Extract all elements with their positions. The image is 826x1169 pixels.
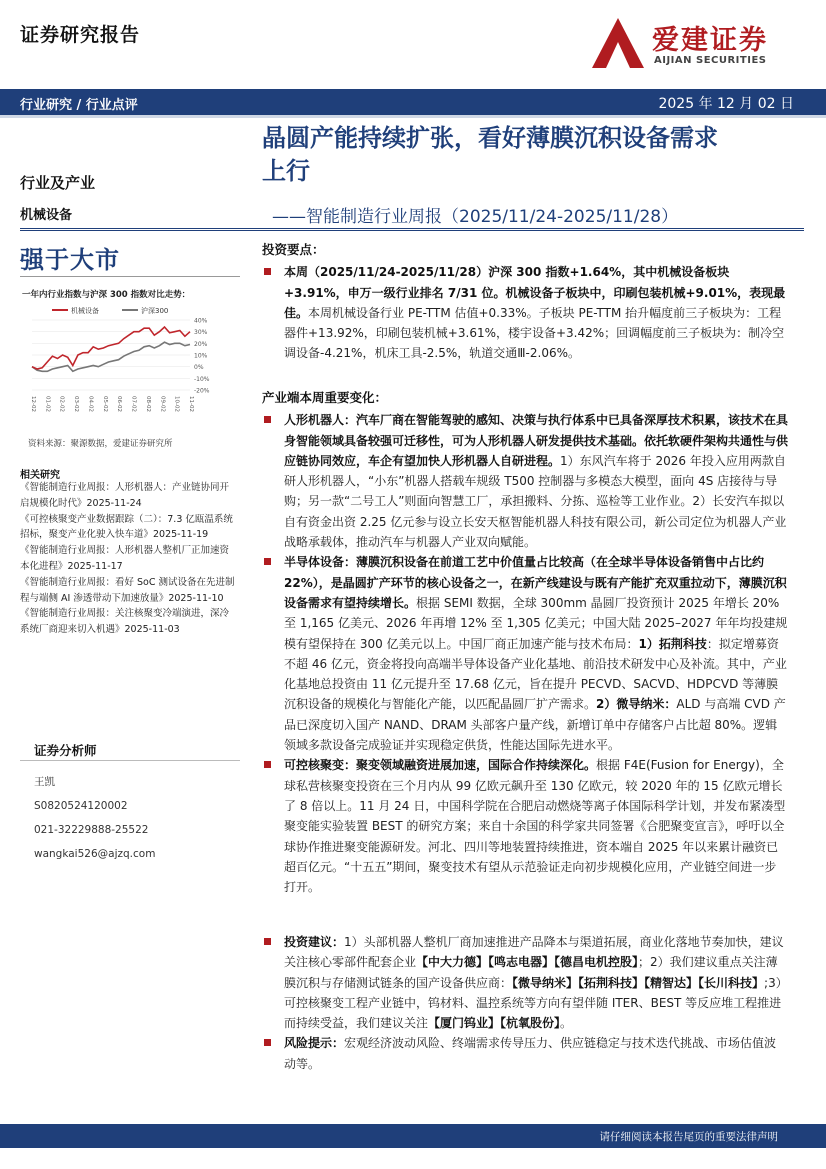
point-risk-warning [262, 1033, 788, 1074]
chart-title: 一年内行业指数与沪深 300 指数对比走势： [22, 290, 191, 300]
point-bold-text: 半导体设备：薄膜沉积设备在前道工艺中价值量占比较高（在全球半导体设备销售中占比约 22%），是晶圆扩产环节的核心设备之一，在新产线建设与既有产能扩充双重拉动下，薄膜沉积设备需求有望持续增长。 [284, 555, 787, 610]
y-tick-label: -20% [194, 387, 210, 395]
logo-text-en: AIJIAN SECURITIES [654, 55, 767, 66]
chart-grid [32, 320, 190, 390]
divider [20, 760, 240, 761]
chart-source: 资料来源：聚源数据，爱建证券研究所 [28, 439, 173, 449]
report-title [262, 122, 802, 188]
point-text: 宏观经济波动风险、终端需求传导压力、供应链稳定与技术迭代挑战、市场估值波动等。 [284, 1036, 777, 1071]
point-semiconductor [262, 552, 788, 755]
x-tick-label: 02-02 [58, 396, 65, 412]
report-title-line2: 上行 [262, 157, 310, 185]
company-logo [590, 16, 810, 74]
point-bold-text: 1）拓荆科技 [638, 636, 707, 651]
bullet-icon [264, 761, 271, 768]
point-bold-text: 本周（2025/11/24-2025/11/28）沪深 300 指数+1.64%，其中机械设备板块+3.91%，申万一级行业排名 7/31 位。机械设备子板块中，印刷包装机械+9.01%，表现最佳。 [284, 265, 786, 320]
point-bold-text: 风险提示： [284, 1036, 345, 1051]
related-research-item[interactable]: 《智能制造行业周报：看好 SoC 测试设备在先进制程与端侧 AI 渗透带动下加速放量》2025-11-10 [20, 576, 235, 604]
bullet-icon [264, 1039, 271, 1046]
y-tick-label: 0% [194, 364, 204, 372]
x-tick-label: 12-02 [30, 396, 36, 412]
y-tick-label: 10% [194, 352, 208, 360]
investment-points [262, 240, 788, 364]
point-bold-text: 人形机器人：汽车厂商在智能驾驶的感知、决策与执行体系中已具备深厚技术积累，该技术在具身智能领域具备较强可迁移性，可为人形机器人研发提供技术基础。依托软硬件架构共通性与供应链协同效应，车企有望加快人形机器人自研进程。 [284, 413, 789, 468]
x-tick-label: 11-02 [188, 396, 194, 412]
chart-y-ticks [194, 318, 210, 395]
analyst-info [34, 770, 155, 866]
recommendations [262, 932, 788, 1074]
related-research-list [20, 480, 235, 638]
point-weekly-market [262, 262, 788, 363]
point-bold-text: 可控核聚变：聚变领域融资进展加速，国际合作持续深化。 [284, 758, 597, 773]
industry-changes [262, 388, 788, 897]
report-date: 2025 年 12 月 02 日 [658, 96, 794, 112]
section-label: 行业研究 / 行业点评 [20, 98, 138, 113]
point-bold-text: 投资建议： [284, 935, 345, 949]
chart-legend [52, 306, 168, 315]
bullet-icon [264, 416, 271, 423]
footer-disclaimer-link[interactable]: 请仔细阅读本报告尾页的重要法律声明 [599, 1131, 778, 1143]
report-title-line1: 晶圆产能持续扩张，看好薄膜沉积设备需求 [262, 124, 718, 152]
report-subtitle: ——智能制造行业周报（2025/11/24-2025/11/28） [272, 207, 679, 227]
point-bold-text: 2）微导纳米： [596, 697, 677, 712]
bullet-icon [264, 268, 271, 275]
bullet-icon [264, 558, 271, 565]
chart-x-ticks [30, 396, 194, 412]
point-text: ;3）可控核聚变工程产业链中，钨材料、温控系统等方向有望伴随 ITER、BEST 等反应堆工程推进而持续受益，我们建议关注 [284, 975, 788, 1031]
point-text: 本周机械设备行业 PE-TTM 估值+0.33%。子板块 PE-TTM 抬升幅度前三子板块为：工程器件+13.92%，印刷包装机械+3.61%，楼宇设备+3.42%；回调幅度前三子板块为：制冷空调设备-4.21%，机床工具-2.5%，轨道交通Ⅲ-2.06%。 [284, 305, 785, 361]
logo-text-cn: 爱建证券 [652, 25, 768, 56]
related-research-item[interactable]: 《智能制造行业周报：人形机器人：产业链协同开启规模化时代》2025-11-24 [20, 482, 230, 509]
point-text: ALD 与高端 CVD 产品已深度切入国产 NAND、DRAM 头部客户量产线，新增订单中存储客户占比超 80%。逻辑领域多款设备完成验证并实现稳定供货，性能达国际先进水平。 [284, 697, 786, 753]
point-text: 1）东风汽车将于 2026 年投入应用两款自研人形机器人，“小东”机器人搭载车规级 T500 控制器与多模态大模型，面向 4S 店接待与导购；另一款“二号工人”则面向智慧工厂，承担搬料、分拣、巡检等工业作业。2）长安汽车拟以自有资金出资 2.25 亿元参与设立长安天枢智能机器人科技有限公司，新公司定位为机器人产业战略承载体，推动汽车与机器人产业双向赋能。 [284, 453, 787, 550]
legend-label-hs300: 沪深300 [141, 307, 169, 315]
point-nuclear-fusion [262, 755, 788, 897]
series-line-machinery [32, 327, 190, 369]
bullet-icon [264, 938, 271, 945]
point-humanoid-robot [262, 410, 788, 552]
rating-label: 强于大市 [20, 246, 120, 274]
divider [20, 276, 240, 277]
point-investment-advice [262, 932, 788, 1033]
industry-subcategory: 机械设备 [20, 208, 73, 223]
y-tick-label: 40% [194, 317, 208, 325]
x-tick-label: 03-02 [73, 396, 80, 412]
related-research-item[interactable]: 《可控核聚变产业数据跟踪（二）：7.3 亿瓯温系统招标，聚变产业化驶入快车道》2025-11-19 [20, 513, 233, 541]
point-text: 根据 F4E(Fusion for Energy)，全球私营核聚变投资在三个月内从 99 亿欧元飙升至 130 亿欧元，较 2020 年的 15 亿欧元增长了 8 倍以上。11 月 24 日，中国科学院在合肥启动燃烧等离子体国际科学计划，并发布紧凑型聚变能实验装置 BEST 的研究方案；来自十余国的科学家共同签署《合肥聚变宣言》，呼吁以全球协作推进聚变能源研发。河北、四川等地装置持续推进，资本端自 2025 年以来累计融资已超百亿元。“十五五”期间，聚变技术有望从示范验证走向初步规模化应用，产业链空间进一步打开。 [284, 758, 786, 895]
x-tick-label: 04-02 [87, 396, 94, 412]
x-tick-label: 08-02 [144, 396, 151, 412]
report-type-label: 证券研究报告 [20, 24, 141, 46]
analyst-heading: 证券分析师 [34, 743, 97, 758]
changes-heading: 产业端本周重要变化： [262, 390, 388, 405]
analyst-certificate: S0820524120002 [34, 800, 128, 812]
legend-label-machinery: 机械设备 [71, 307, 99, 315]
performance-chart [22, 300, 232, 420]
point-text: 。 [560, 1016, 573, 1031]
related-research-heading: 相关研究 [20, 470, 60, 481]
y-tick-label: 30% [194, 329, 208, 337]
logo-mark-icon [590, 16, 646, 70]
point-text: ：拟定增募资不超 46 亿元，资金将投向高端半导体设备产业化基地、前沿技术研发中心及补流。其中，产业化基地总投资由 11 亿元提升至 17.68 亿元，旨在提升 PECVD、SACVD、HDPCVD 等薄膜沉积设备的规模化与智能化产能，以匹配晶圆厂扩产需求。 [284, 636, 787, 712]
divider [20, 228, 804, 229]
x-tick-label: 05-02 [101, 396, 108, 412]
x-tick-label: 06-02 [116, 396, 123, 412]
point-bold-text: 【微导纳米】【拓荆科技】【精智达】【长川科技】 [512, 975, 765, 990]
points-heading: 投资要点： [262, 242, 325, 257]
x-tick-label: 07-02 [130, 396, 137, 412]
y-tick-label: 20% [194, 340, 208, 348]
related-research-item[interactable]: 《智能制造行业周报：关注核聚变冷端演进，深冷系统厂商迎来切入机遇》2025-11-03 [20, 608, 230, 636]
point-text: 根据 SEMI 数据，全球 300mm 晶圆厂投资预计 2025 年增长 20% 至 1,165 亿美元、2026 年再增 12% 至 1,305 亿美元；中国大陆 2025–2027 年年均投建规模有望保持在 300 亿美元以上。中国厂商正加速产能与技术布局： [284, 595, 788, 651]
analyst-phone: 021-32229888-25522 [34, 824, 149, 836]
related-research-item[interactable]: 《智能制造行业周报：人形机器人整机厂正加速资本化进程》2025-11-17 [20, 545, 230, 572]
series-line-hs300 [32, 342, 190, 371]
y-tick-label: -10% [194, 375, 210, 383]
point-text: 1）头部机器人整机厂商加速推进产品降本与渠道拓展，商业化落地节奏加快，建议关注核心零部件配套企业 [284, 935, 784, 970]
x-tick-label: 10-02 [173, 396, 180, 412]
divider [20, 230, 804, 231]
analyst-name: 王凯 [34, 776, 55, 788]
point-bold-text: 【厦门钨业】【杭氧股份】 [428, 1016, 561, 1031]
x-tick-label: 09-02 [159, 396, 166, 412]
analyst-email[interactable]: wangkai526@ajzq.com [34, 848, 156, 860]
point-text: ；2）我们建议重点关注薄膜沉积与存储测试链条的国产设备供应商： [284, 955, 778, 990]
point-bold-text: 【中大力德】【鸣志电器】【德昌电机控股】 [416, 955, 639, 970]
section-bar-underline [0, 115, 826, 118]
industry-category: 行业及产业 [20, 174, 96, 192]
x-tick-label: 01-02 [44, 396, 51, 412]
